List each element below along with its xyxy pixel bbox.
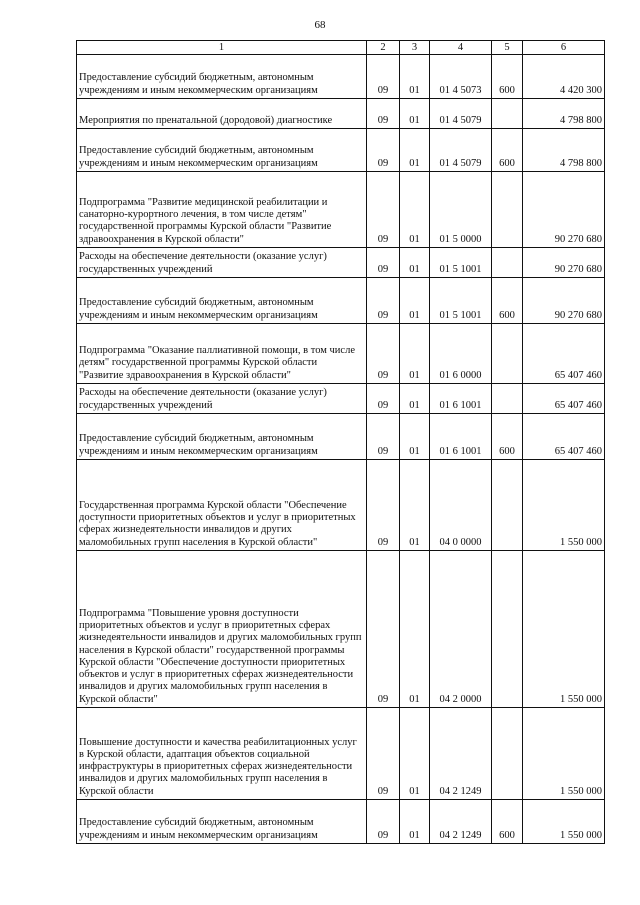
row-target-code: 01 4 5073 xyxy=(430,55,492,99)
row-name: Расходы на обеспечение деятельности (оказание услуг) государственных учреждений xyxy=(77,384,367,414)
row-name: Предоставление субсидий бюджетным, автономным учреждениям и иным некоммерческим организациям xyxy=(77,278,367,324)
row-section: 09 xyxy=(367,172,400,248)
row-amount: 1 550 000 xyxy=(523,800,605,844)
table-row xyxy=(77,324,605,384)
row-subsection: 01 xyxy=(400,172,430,248)
row-name: Подпрограмма "Оказание паллиативной помощи, в том числе детям" государственной программы Курской области "Развитие здравоохранения в Курской области" xyxy=(77,324,367,384)
row-target-code: 01 4 5079 xyxy=(430,129,492,172)
row-amount: 4 798 800 xyxy=(523,129,605,172)
row-amount: 65 407 460 xyxy=(523,414,605,460)
row-expense-type xyxy=(492,460,523,551)
row-section: 09 xyxy=(367,248,400,278)
row-section: 09 xyxy=(367,324,400,384)
row-subsection: 01 xyxy=(400,55,430,99)
row-target-code: 01 4 5079 xyxy=(430,99,492,129)
table-row xyxy=(77,248,605,278)
row-name: Предоставление субсидий бюджетным, автономным учреждениям и иным некоммерческим организациям xyxy=(77,55,367,99)
row-expense-type xyxy=(492,384,523,414)
row-expense-type: 600 xyxy=(492,278,523,324)
row-subsection: 01 xyxy=(400,278,430,324)
row-name: Предоставление субсидий бюджетным, автономным учреждениям и иным некоммерческим организациям xyxy=(77,800,367,844)
header-col-4: 4 xyxy=(430,41,492,55)
row-subsection: 01 xyxy=(400,324,430,384)
row-amount: 1 550 000 xyxy=(523,708,605,800)
table-row xyxy=(77,129,605,172)
row-name: Государственная программа Курской области "Обеспечение доступности приоритетных объектов и услуг в приоритетных сферах жизнедеятельности инвалидов и других маломобильных групп населения в Курской области" xyxy=(77,460,367,551)
row-expense-type xyxy=(492,551,523,708)
row-target-code: 01 6 0000 xyxy=(430,324,492,384)
row-name: Расходы на обеспечение деятельности (оказание услуг) государственных учреждений xyxy=(77,248,367,278)
row-subsection: 01 xyxy=(400,384,430,414)
row-expense-type xyxy=(492,708,523,800)
row-name: Предоставление субсидий бюджетным, автономным учреждениям и иным некоммерческим организациям xyxy=(77,414,367,460)
row-target-code: 01 5 1001 xyxy=(430,248,492,278)
row-section: 09 xyxy=(367,460,400,551)
row-section: 09 xyxy=(367,278,400,324)
row-section: 09 xyxy=(367,414,400,460)
row-section: 09 xyxy=(367,55,400,99)
row-name: Подпрограмма "Развитие медицинской реабилитации и санаторно-курортного лечения, в том числе детям" государственной программы Курской области "Развитие здравоохранения в Курской области" xyxy=(77,172,367,248)
row-name: Повышение доступности и качества реабилитационных услуг в Курской области, адаптация объектов социальной инфраструктуры в приоритетных сферах жизнедеятельности инвалидов и других маломобильных групп населения в Курской области xyxy=(77,708,367,800)
row-amount: 90 270 680 xyxy=(523,278,605,324)
row-section: 09 xyxy=(367,551,400,708)
budget-table xyxy=(76,40,605,844)
table-row xyxy=(77,172,605,248)
row-target-code: 04 2 1249 xyxy=(430,800,492,844)
header-col-1: 1 xyxy=(77,41,367,55)
row-amount: 90 270 680 xyxy=(523,248,605,278)
table-row xyxy=(77,414,605,460)
row-section: 09 xyxy=(367,708,400,800)
row-subsection: 01 xyxy=(400,708,430,800)
table-row xyxy=(77,800,605,844)
table-row xyxy=(77,278,605,324)
header-col-6: 6 xyxy=(523,41,605,55)
table-row xyxy=(77,99,605,129)
row-amount: 4 798 800 xyxy=(523,99,605,129)
row-amount: 90 270 680 xyxy=(523,172,605,248)
row-target-code: 01 5 0000 xyxy=(430,172,492,248)
row-target-code: 01 6 1001 xyxy=(430,384,492,414)
row-expense-type xyxy=(492,324,523,384)
row-name: Подпрограмма "Повышение уровня доступности приоритетных объектов и услуг в приоритетных сферах жизнедеятельности инвалидов и других маломобильных групп населения в Курской области" государственной программы Курской области "Обеспечение доступности приоритетных объектов и услуг в приоритетных сферах жизнедеятельности инвалидов и других маломобильных групп населения в Курской области" xyxy=(77,551,367,708)
table-row xyxy=(77,384,605,414)
header-col-2: 2 xyxy=(367,41,400,55)
row-subsection: 01 xyxy=(400,460,430,551)
header-col-5: 5 xyxy=(492,41,523,55)
row-subsection: 01 xyxy=(400,800,430,844)
row-expense-type xyxy=(492,248,523,278)
row-expense-type: 600 xyxy=(492,129,523,172)
row-target-code: 04 2 0000 xyxy=(430,551,492,708)
row-amount: 65 407 460 xyxy=(523,324,605,384)
row-amount: 1 550 000 xyxy=(523,551,605,708)
row-section: 09 xyxy=(367,99,400,129)
row-expense-type: 600 xyxy=(492,55,523,99)
row-name: Предоставление субсидий бюджетным, автономным учреждениям и иным некоммерческим организациям xyxy=(77,129,367,172)
row-section: 09 xyxy=(367,800,400,844)
row-subsection: 01 xyxy=(400,551,430,708)
row-amount: 1 550 000 xyxy=(523,460,605,551)
table-row xyxy=(77,708,605,800)
row-expense-type xyxy=(492,99,523,129)
row-target-code: 04 2 1249 xyxy=(430,708,492,800)
header-col-3: 3 xyxy=(400,41,430,55)
table-row xyxy=(77,551,605,708)
row-amount: 4 420 300 xyxy=(523,55,605,99)
row-expense-type xyxy=(492,172,523,248)
page-number: 68 xyxy=(314,19,326,31)
row-target-code: 04 0 0000 xyxy=(430,460,492,551)
table-row xyxy=(77,460,605,551)
row-expense-type: 600 xyxy=(492,414,523,460)
row-section: 09 xyxy=(367,129,400,172)
row-subsection: 01 xyxy=(400,414,430,460)
table-row xyxy=(77,55,605,99)
row-name: Мероприятия по пренатальной (дородовой) диагностике xyxy=(77,99,367,129)
row-subsection: 01 xyxy=(400,99,430,129)
row-subsection: 01 xyxy=(400,248,430,278)
header-row xyxy=(77,41,605,55)
row-target-code: 01 5 1001 xyxy=(430,278,492,324)
row-expense-type: 600 xyxy=(492,800,523,844)
row-amount: 65 407 460 xyxy=(523,384,605,414)
row-section: 09 xyxy=(367,384,400,414)
row-target-code: 01 6 1001 xyxy=(430,414,492,460)
row-subsection: 01 xyxy=(400,129,430,172)
